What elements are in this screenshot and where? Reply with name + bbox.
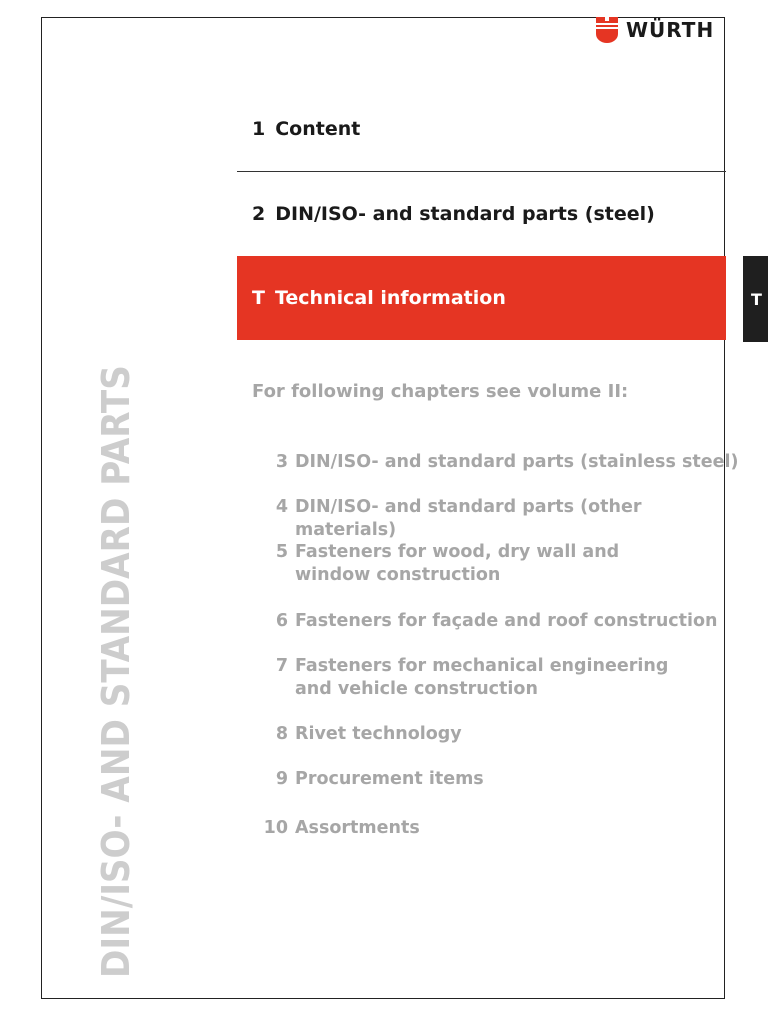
toc-item — [258, 496, 748, 542]
toc-number: 9 — [275, 769, 288, 789]
chapter-t-link[interactable] — [252, 287, 506, 309]
toc-number: 5 — [275, 542, 288, 562]
chapter-1-link[interactable] — [252, 118, 360, 140]
side-tab-t[interactable]: T — [743, 256, 768, 342]
toc-number: 10 — [263, 818, 288, 838]
toc-item — [258, 768, 748, 791]
active-chapter-band — [237, 256, 726, 340]
toc-label: Fasteners for mechanical engineering and vehicle construction — [295, 656, 669, 699]
toc-label: Fasteners for wood, dry wall and window construction — [295, 542, 620, 585]
toc-number: 6 — [275, 611, 288, 631]
brand-name: WÜRTH — [626, 18, 715, 42]
toc-label: Rivet technology — [295, 724, 462, 744]
toc-item — [258, 541, 678, 587]
wurth-logo-icon — [596, 17, 618, 43]
chapter-number: 2 — [252, 203, 266, 225]
toc-item — [258, 451, 748, 474]
toc-item — [258, 655, 688, 701]
divider — [237, 171, 726, 172]
toc-label: Assortments — [295, 818, 420, 838]
vertical-section-title: DIN/ISO- AND STANDARD PARTS — [94, 365, 138, 978]
chapter-label: Technical information — [274, 287, 506, 309]
brand-logo — [596, 16, 714, 44]
toc-label: Procurement items — [295, 769, 484, 789]
toc-number: 7 — [275, 656, 288, 676]
chapter-number: 1 — [252, 118, 266, 140]
toc-item — [258, 610, 748, 633]
chapter-label: DIN/ISO- and standard parts (steel) — [275, 203, 655, 225]
toc-label: Fasteners for façade and roof construction — [295, 611, 718, 631]
chapter-label: Content — [275, 118, 361, 140]
toc-number: 8 — [275, 724, 288, 744]
toc-number: 4 — [275, 497, 288, 517]
toc-item — [258, 817, 748, 840]
chapter-2-link[interactable] — [252, 203, 655, 225]
toc-item — [258, 723, 748, 746]
chapter-number: T — [252, 287, 265, 309]
toc-label: DIN/ISO- and standard parts (stainless steel) — [295, 452, 739, 472]
toc-label: DIN/ISO- and standard parts (other materials) — [295, 497, 642, 540]
volume-note: For following chapters see volume II: — [252, 381, 629, 402]
toc-number: 3 — [275, 452, 288, 472]
